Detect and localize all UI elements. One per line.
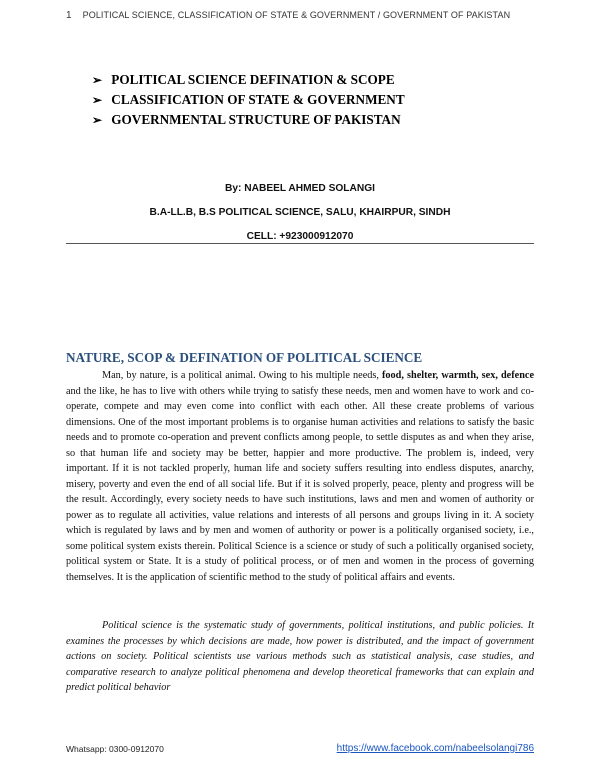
topic-item (92, 70, 405, 90)
running-title: POLITICAL SCIENCE, CLASSIFICATION OF STATE & GOVERNMENT / GOVERNMENT OF PAKISTAN (82, 10, 511, 20)
definition-text: Political science is the systematic study of governments, political institutions, and public policies. It examines the processes by which decisions are made, how power is distributed, and the impact of government actions on society. Political scientists use various methods such as statistical analysis, case studies, and comparative research to analyze political phenomena and develop theoretical frameworks that can explain and predict political behavior (66, 620, 534, 693)
facebook-link[interactable]: https://www.facebook.com/nabeelsolangi786 (336, 743, 534, 754)
author-name: By: NABEEL AHMED SOLANGI (225, 183, 375, 194)
author-qualifications: B.A-LL.B, B.S POLITICAL SCIENCE, SALU, KHAIRPUR, SINDH (149, 207, 451, 218)
running-header (66, 10, 580, 21)
arrow-bullet-icon: ➢ (92, 93, 103, 107)
topic-item (92, 110, 405, 130)
arrow-bullet-icon: ➢ (92, 73, 103, 87)
topic-item (92, 90, 405, 110)
topic-label: CLASSIFICATION OF STATE & GOVERNMENT (111, 92, 405, 107)
intro-bold-needs: food, shelter, warmth, sex, defence (382, 370, 534, 381)
topic-label: GOVERNMENTAL STRUCTURE OF PAKISTAN (111, 112, 401, 127)
section-heading: NATURE, SCOP & DEFINATION OF POLITICAL SCIENCE (66, 350, 423, 365)
arrow-bullet-icon: ➢ (92, 113, 103, 127)
definition-paragraph (66, 618, 534, 696)
author-cell: CELL: +923000912070 (246, 231, 354, 242)
intro-text: Man, by nature, is a political animal. Owing to his multiple needs, (102, 370, 383, 381)
body-paragraph (66, 368, 534, 585)
intro-rest: and the like, he has to live with others while trying to satisfy these needs, men and women have to work and co-operate, compete and may even come into conflict with each other. All these create problems of various dimensions. One of the most important problems is to organise human activities and relations to satisfy the basic needs and to promote co-operation and prevent conflicts among people, to settle disputes as and when they arise, so that human life and society may be better, happier and more productive. The problem is, indeed, very important. If it is not tackled properly, human life and society suffers resulting into endless disputes, anarchy, misery, poverty and even the end of all social life. But if it is solved properly, peace, plenty and progress will be the result. Accordingly, every society needs to have such institutions, laws and men and women of authority or power as to regulate all activities, value relations and interests of all persons and groups living in it. A society which is regulated by laws and by men and women of authority or power is a politically organised society, i.e., some political system exists therein. Political Science is a science or study of such a politically organised society, political system or State. It is a study of political process, or of men and women in the process of governing themselves. It is the application of scientific method to the study of political affairs and events. (66, 385, 534, 583)
page-number: 1 (66, 10, 72, 21)
topic-label: POLITICAL SCIENCE DEFINATION & SCOPE (111, 72, 395, 87)
divider (66, 243, 534, 244)
whatsapp-contact: Whatsapp: 0300-0912070 (66, 744, 164, 754)
topic-list (92, 70, 405, 130)
